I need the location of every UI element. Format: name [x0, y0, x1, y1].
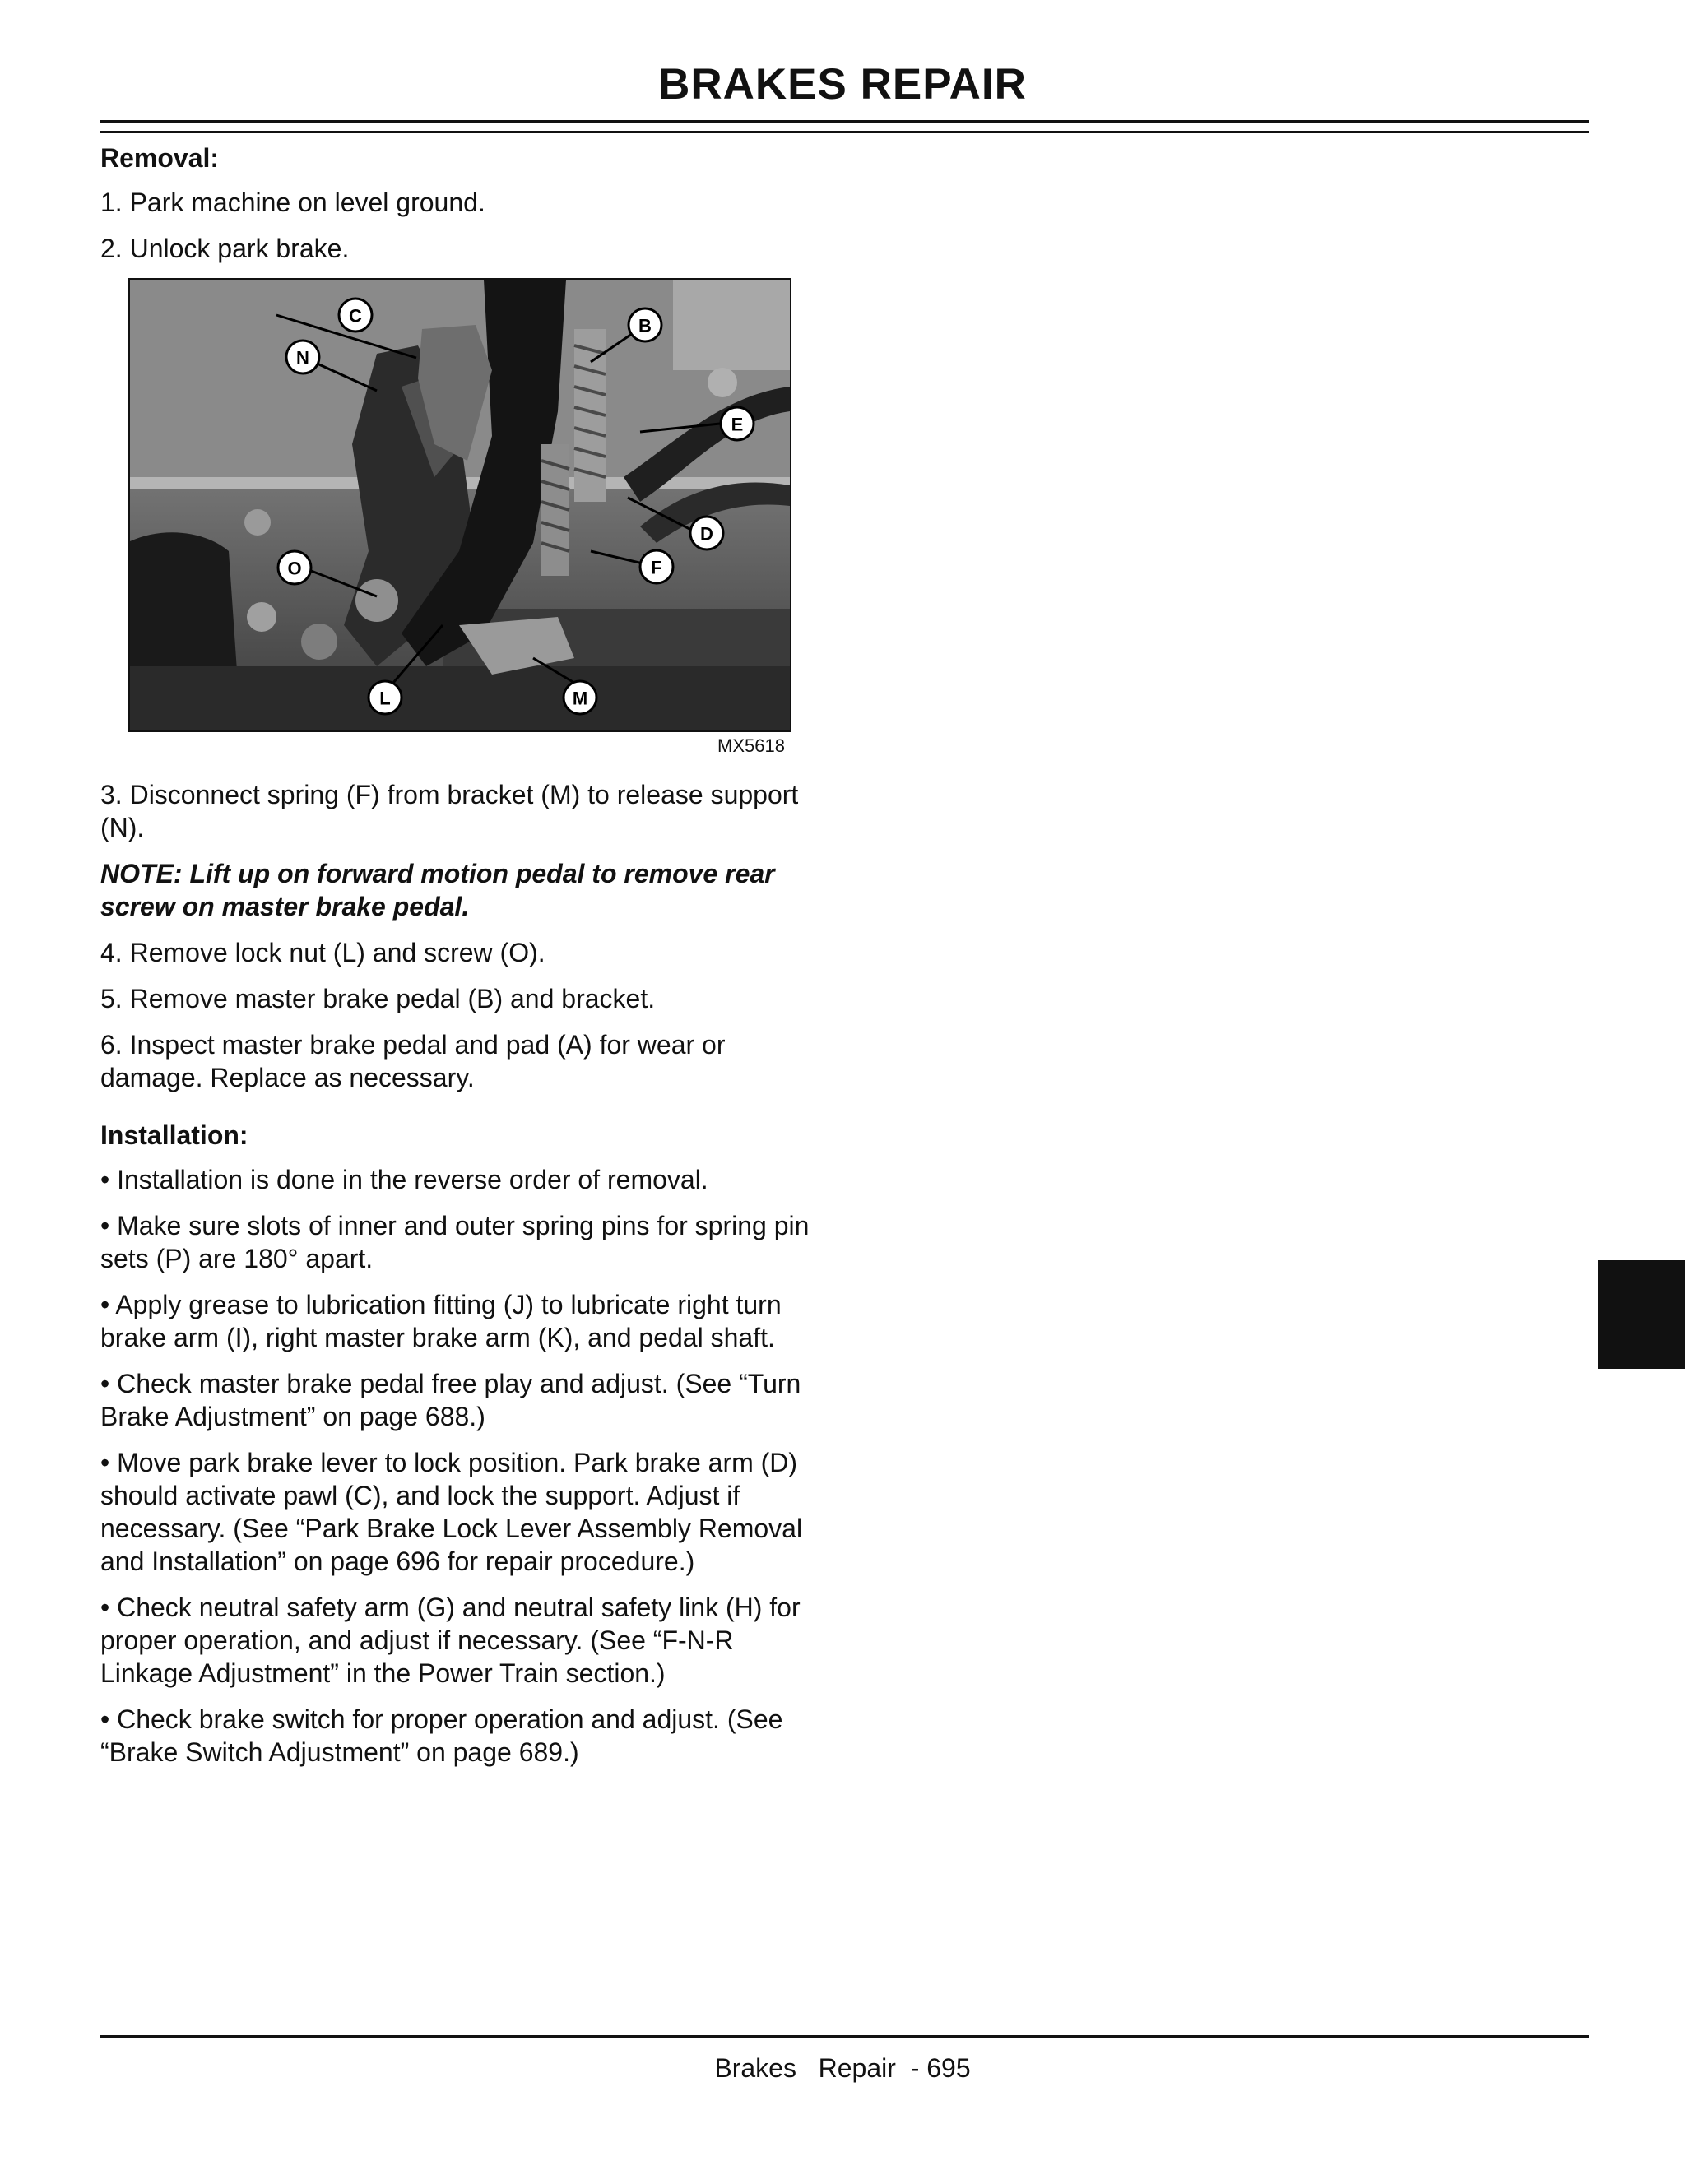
callout-e: E — [731, 414, 744, 435]
page-footer: Brakes Repair - 695 — [714, 2053, 971, 2083]
removal-note: NOTE: Lift up on forward motion pedal to remove rear screw on master brake pedal. — [100, 859, 775, 921]
footer-rule — [100, 2035, 1589, 2038]
installation-bullet: • Installation is done in the reverse order of removal. — [100, 1165, 708, 1194]
installation-bullet: • Move park brake lever to lock position. Park brake arm (D) should activate pawl (C), and lock the support. Adjust if necessary. (See “Park Brake Lock Lever Assembly Removal and Installation” on page 696 for repair procedure.) — [100, 1448, 803, 1576]
brake-pedal-figure — [128, 278, 793, 757]
installation-bullet: • Check neutral safety arm (G) and neutral safety link (H) for proper operation, and adjust if necessary. (See “F-N-R Linkage Adjustment” in the Power Train section.) — [100, 1593, 801, 1688]
page-title: BRAKES REPAIR — [658, 60, 1027, 109]
section-thumb-tab — [1598, 1260, 1685, 1369]
figure-code: MX5618 — [717, 735, 785, 756]
removal-step-5: 5. Remove master brake pedal (B) and bracket. — [100, 984, 656, 1013]
removal-step-6: 6. Inspect master brake pedal and pad (A) for wear or damage. Replace as necessary. — [100, 1030, 726, 1092]
removal-step-4: 4. Remove lock nut (L) and screw (O). — [100, 938, 545, 967]
callout-o: O — [287, 558, 302, 579]
main-column — [100, 141, 824, 1782]
callout-n: N — [296, 347, 309, 369]
callout-d: D — [700, 523, 713, 545]
callout-c: C — [349, 305, 362, 327]
installation-bullet: • Apply grease to lubrication fitting (J) to lubricate right turn brake arm (I), right master brake arm (K), and pedal shaft. — [100, 1290, 782, 1352]
removal-heading: Removal: — [100, 143, 220, 173]
installation-bullet: • Check master brake pedal free play and adjust. (See “Turn Brake Adjustment” on page 688.) — [100, 1369, 801, 1431]
callout-l: L — [379, 688, 391, 709]
callout-f: F — [651, 557, 662, 578]
callout-b: B — [638, 315, 652, 336]
title-double-rule — [100, 120, 1589, 133]
installation-heading: Installation: — [100, 1120, 248, 1150]
brake-pedal-photo — [128, 278, 791, 732]
callout-m: M — [572, 688, 588, 709]
removal-step-3: 3. Disconnect spring (F) from bracket (M) to release support (N). — [100, 780, 799, 842]
installation-bullet: • Check brake switch for proper operation and adjust. (See “Brake Switch Adjustment” on page 689.) — [100, 1704, 783, 1767]
removal-step-2: 2. Unlock park brake. — [100, 234, 350, 263]
installation-bullet: • Make sure slots of inner and outer spring pins for spring pin sets (P) are 180° apart. — [100, 1211, 810, 1273]
removal-step-1: 1. Park machine on level ground. — [100, 188, 485, 217]
